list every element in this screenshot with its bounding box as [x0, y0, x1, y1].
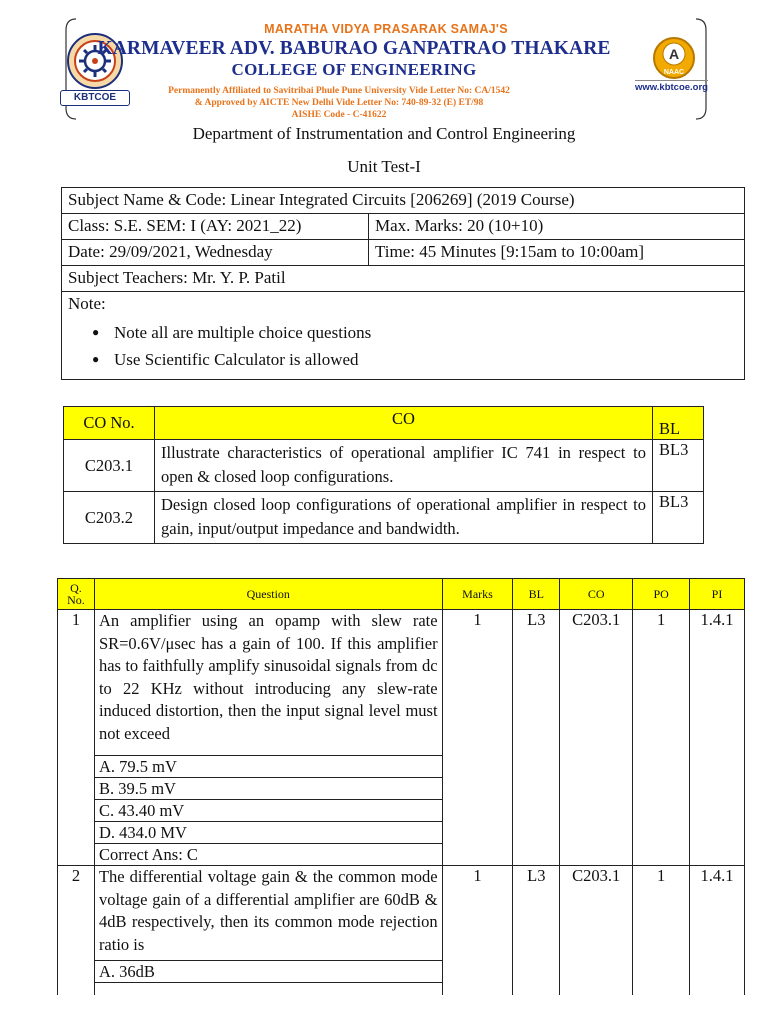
time-cell: Time: 45 Minutes [9:15am to 10:00am] [369, 240, 745, 266]
po-header: PO [633, 579, 690, 610]
note-item: ● Note all are multiple choice questions [114, 319, 738, 346]
course-outcome-table [63, 406, 704, 544]
question-number: 1 [58, 610, 95, 756]
co-bloom-level: BL3 [653, 492, 704, 544]
letterhead [62, 16, 710, 122]
question-bl: L3 [513, 866, 560, 961]
approval-text: & Approved by AICTE New Delhi Vide Letter No: 740-89-32 (E) ET/98 [194, 98, 484, 108]
answer-option: B. 39.5 mV [94, 778, 442, 800]
bl-header: BL [653, 407, 704, 440]
note-list [68, 319, 738, 373]
bl-header: BL [513, 579, 560, 610]
note-cell [62, 292, 745, 380]
question-pi: 1.4.1 [690, 866, 745, 961]
co-header-row [64, 407, 704, 440]
question-bl: L3 [513, 610, 560, 756]
pi-header: PI [690, 579, 745, 610]
date-cell: Date: 29/09/2021, Wednesday [62, 240, 369, 266]
subject-cell: Subject Name & Code: Linear Integrated Circuits [206269] (2019 Course) [62, 188, 745, 214]
question-po: 1 [633, 610, 690, 756]
college-name: KARMAVEER ADV. BABURAO GANPATRAO THAKARE [97, 38, 611, 59]
answer-option: A. 36dB [94, 961, 442, 983]
co-number: C203.2 [64, 492, 155, 544]
answer-option: C. 43.40 mV [94, 800, 442, 822]
co-number: C203.1 [64, 440, 155, 492]
affiliation-text: Permanently Affiliated to Savitribai Phule Pune University Vide Letter No: CA/1542 [168, 86, 510, 96]
option-row [58, 778, 745, 800]
co-row [64, 440, 704, 492]
question-header: Question [94, 579, 442, 610]
college-name-line2: COLLEGE OF ENGINEERING [231, 60, 477, 79]
answer-option: D. 434.0 MV [94, 822, 442, 844]
correct-answer: Correct Ans: C [94, 844, 442, 866]
question-marks: 1 [442, 866, 513, 961]
co-no-header: CO No. [64, 407, 155, 440]
table-continuation [58, 983, 745, 996]
co-description: Design closed loop configurations of operational amplifier in respect to gain, input/output impedance and bandwidth. [155, 492, 653, 544]
test-title: Unit Test-I [347, 157, 421, 176]
question-marks: 1 [442, 610, 513, 756]
question-po: 1 [633, 866, 690, 961]
co-header: CO [560, 579, 633, 610]
website-link[interactable]: www.kbtcoe.org [634, 82, 708, 93]
logo-label: KBTCOE [60, 90, 130, 106]
note-item: ● Use Scientific Calculator is allowed [114, 346, 738, 373]
naac-grade: A [668, 46, 680, 62]
question-co: C203.1 [560, 866, 633, 961]
co-description: Illustrate characteristics of operational amplifier IC 741 in respect to open & closed loop configurations. [155, 440, 653, 492]
answer-row [58, 844, 745, 866]
option-row [58, 822, 745, 844]
department-title: Department of Instrumentation and Control Engineering [192, 124, 576, 143]
co-bloom-level: BL3 [653, 440, 704, 492]
question-header-row [58, 579, 745, 610]
marks-header: Marks [442, 579, 513, 610]
co-row [64, 492, 704, 544]
aishe-code: AISHE Code - C-41622 [291, 110, 387, 120]
naac-badge-icon [652, 36, 696, 80]
co-header: CO [155, 407, 653, 440]
question-text: An amplifier using an opamp with slew rate SR=0.6V/μsec has a gain of 100. If this amplifier has to faithfully amplify sinusoidal signals from dc to 22 KHz without introducing any slew-rate induced distortion, then the input signal level must not exceed [94, 610, 442, 756]
option-row [58, 800, 745, 822]
question-row [58, 610, 745, 756]
note-label: Note: [68, 294, 106, 313]
question-table [57, 578, 745, 995]
question-row [58, 866, 745, 961]
question-number: 2 [58, 866, 95, 961]
qno-header: Q. No. [58, 579, 95, 610]
exam-info-table [61, 187, 745, 380]
question-co: C203.1 [560, 610, 633, 756]
class-cell: Class: S.E. SEM: I (AY: 2021_22) [62, 214, 369, 240]
option-row [58, 961, 745, 983]
answer-option: A. 79.5 mV [94, 756, 442, 778]
question-text: The differential voltage gain & the common mode voltage gain of a differential amplifier are 60dB & 4dB respectively, then its common mode rejection ratio is [94, 866, 442, 961]
society-name: MARATHA VIDYA PRASARAK SAMAJ'S [264, 22, 508, 36]
option-row [58, 756, 745, 778]
question-pi: 1.4.1 [690, 610, 745, 756]
teachers-cell: Subject Teachers: Mr. Y. P. Patil [62, 266, 745, 292]
max-marks-cell: Max. Marks: 20 (10+10) [369, 214, 745, 240]
naac-label: NAAC [663, 69, 685, 76]
